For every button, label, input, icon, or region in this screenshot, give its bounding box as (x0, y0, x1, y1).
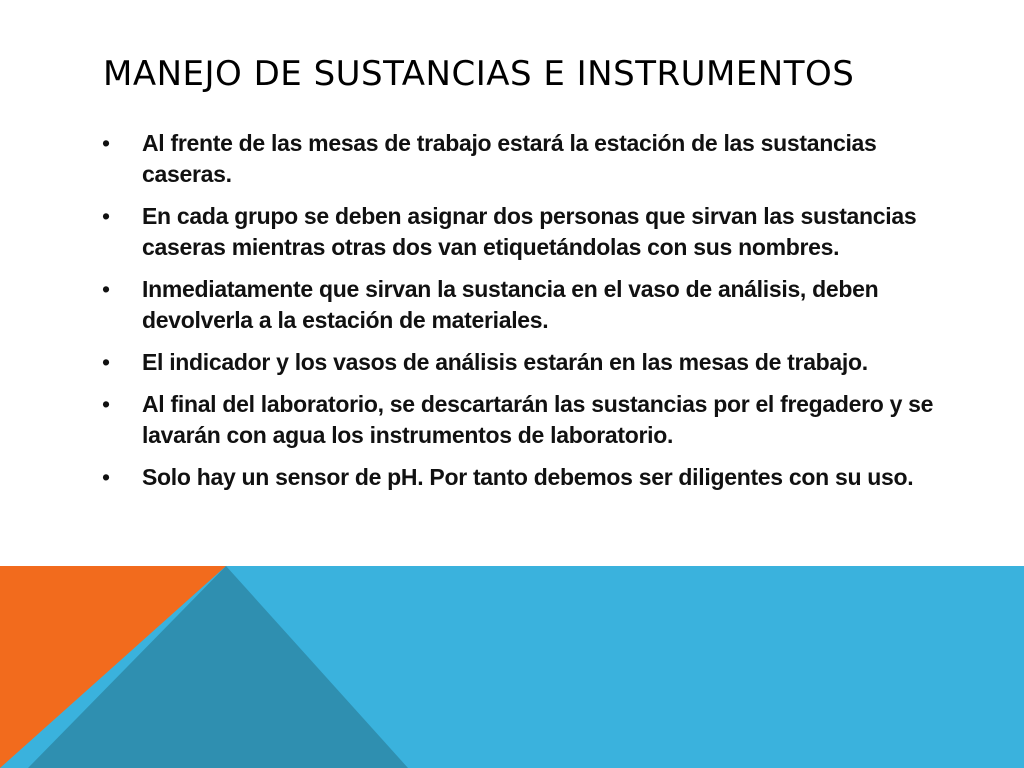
bullet-text: En cada grupo se deben asignar dos personas que sirvan las sustancias caseras mientras otras dos van etiquetándolas con sus nombres. (142, 203, 917, 260)
bullet-text: Al frente de las mesas de trabajo estará la estación de las sustancias caseras. (142, 130, 877, 187)
bullet-text: Al final del laboratorio, se descartarán las sustancias por el fregadero y se lavarán con agua los instrumentos de laboratorio. (142, 391, 934, 448)
bullet-text: El indicador y los vasos de análisis estarán en las mesas de trabajo. (142, 349, 868, 375)
slide-title: MANEJO DE SUSTANCIAS E INSTRUMENTOS (103, 54, 855, 94)
bullet-dot: • (102, 203, 110, 229)
bullet-dot: • (102, 349, 110, 375)
bullet-item (100, 462, 950, 493)
bullet-dot: • (102, 391, 110, 417)
decorative-band (0, 566, 1024, 768)
bullet-text: Inmediatamente que sirvan la sustancia en el vaso de análisis, deben devolverla a la estación de materiales. (142, 276, 879, 333)
bullet-item (100, 347, 950, 378)
bullet-list (100, 128, 950, 504)
bullet-item (100, 201, 950, 263)
bullet-item (100, 389, 950, 451)
bullet-dot: • (102, 464, 110, 490)
bullet-item (100, 274, 950, 336)
bullet-dot: • (102, 130, 110, 156)
bullet-item (100, 128, 950, 190)
bullet-dot: • (102, 276, 110, 302)
bullet-text: Solo hay un sensor de pH. Por tanto debemos ser diligentes con su uso. (142, 464, 914, 490)
